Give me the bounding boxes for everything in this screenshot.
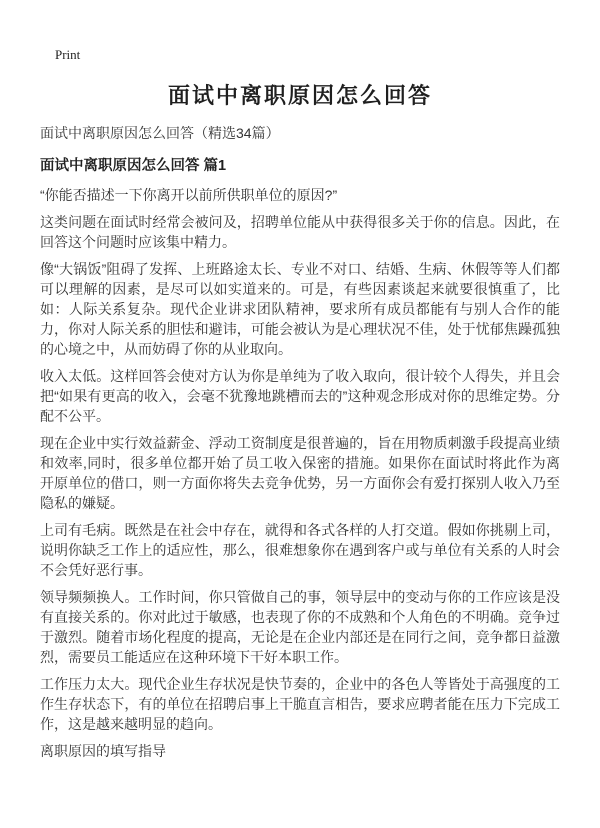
- paragraph-work-pressure: 工作压力太大。现代企业生存状况是快节奏的，企业中的各色人等皆处于高强度的工作生存状态下，有的单位在招聘启事上干脆直言相告，要求应聘者能在压力下完成工作，这是越来越明显的趋向。: [40, 676, 560, 732]
- paragraph-leadership-changes: 领导频频换人。工作时间，你只管做自己的事，领导层中的变动与你的工作应该是没有直接关系的。你对此过于敏感，也表现了你的不成熟和个人角色的不明确。竞争过于激烈。随着市场化程度的提高，无论是在企业内部还是在同行之间，竞争都日益激烈，需要员工能适应在这种环境下干好本职工作。: [40, 589, 560, 665]
- doc-subtitle: 面试中离职原因怎么回答（精选34篇）: [40, 125, 280, 141]
- paragraph-quote: “你能否描述一下你离开以前所供职单位的原因?”: [40, 187, 338, 203]
- print-row: [40, 46, 560, 82]
- paragraph-intro: 这类问题在面试时经常会被问及，招聘单位能从中获得很多关于你的信息。因此，在回答这个问题时应该集中精力。: [40, 214, 560, 250]
- print-button[interactable]: Print: [55, 47, 81, 62]
- paragraph-boss-problems: 上司有毛病。既然是在社会中存在，就得和各式各样的人打交道。假如你挑剔上司，说明你缺乏工作上的适应性，那么，很难想象你在遇到客户或与单位有关系的人时会不会凭好恶行事。: [40, 522, 560, 578]
- section-heading: 面试中离职原因怎么回答 篇1: [40, 158, 227, 174]
- page-title: 面试中离职原因怎么回答: [167, 83, 432, 108]
- footer-heading: 离职原因的填写指导: [40, 743, 166, 759]
- paragraph-salary-system: 现在企业中实行效益薪金、浮动工资制度是很普遍的，旨在用物质刺激手段提高业绩和效率,同时，很多单位都开始了员工收入保密的措施。如果你在面试时将此作为离开原单位的借口，则一方面你将失去竞争优势，另一方面你会有爱打探别人收入乃至隐私的嫌疑。: [40, 435, 560, 511]
- paragraph-understandable-reasons: 像“大锅饭”阻碍了发挥、上班路途太长、专业不对口、结婚、生病、休假等等人们都可以理解的因素，是尽可以如实道来的。可是，有些因素谈起来就要很慎重了，比如：人际关系复杂。现代企业讲求团队精神，要求所有成员都能有与别人合作的能力，你对人际关系的胆怯和避讳，可能会被认为是心理状况不佳，处于忧郁焦躁孤独的心境之中，从而妨碍了你的从业取向。: [40, 261, 560, 357]
- paragraph-low-income: 收入太低。这样回答会使对方认为你是单纯为了收入取向，很计较个人得失，并且会把“如果有更高的收入，会毫不犹豫地跳槽而去的”这种观念形成对你的思维定势。分配不公平。: [40, 368, 560, 424]
